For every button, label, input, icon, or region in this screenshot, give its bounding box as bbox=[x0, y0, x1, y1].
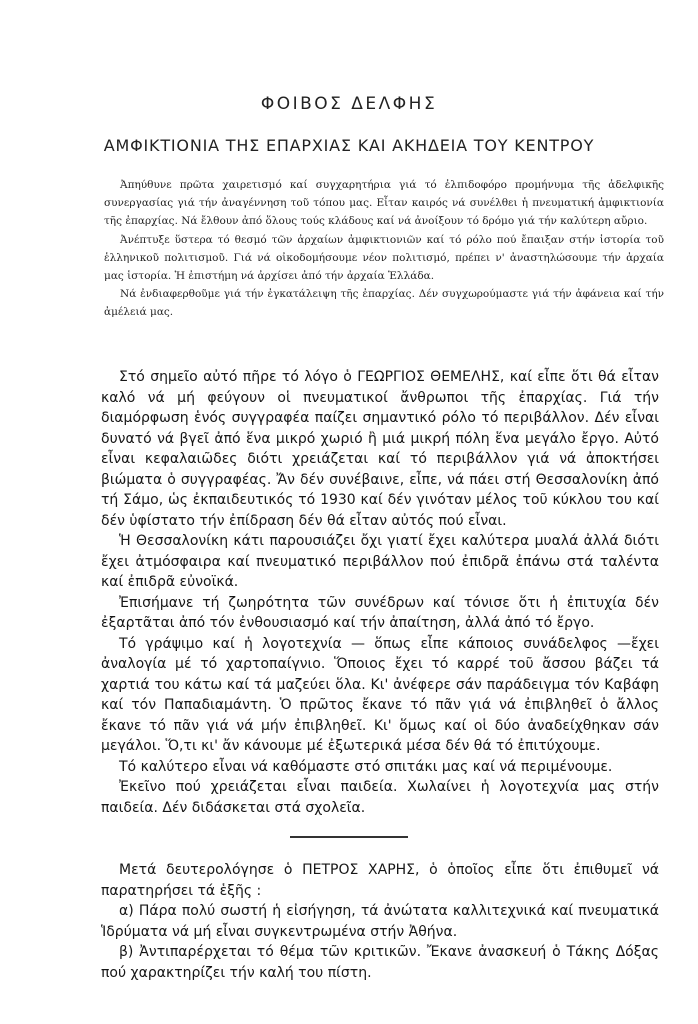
body-paragraph: Μετά δευτερολόγησε ὁ ΠΕΤΡΟΣ ΧΑΡΗΣ, ὁ ὁποῖος εἶπε ὅτι ἐπιθυμεῖ νά παρατηρήσει τά ἑξῆς : bbox=[101, 862, 659, 899]
body-paragraph: Τό καλύτερο εἶναι νά καθόμαστε στό σπιτάκι μας καί νά περιμένουμε. bbox=[119, 758, 613, 775]
section-divider bbox=[290, 836, 408, 838]
body-paragraph: Τό γράψιμο καί ἡ λογοτεχνία — ὅπως εἶπε κάποιος συνάδελφος —ἔχει ἀναλογία μέ τό χαρτοπαίγνιο. Ὅποιος ἔχει τό καρρέ τοῦ ἄσσου βάζει τά χαρτιά του κάτω καί τά μαζεύει ὅλα. Κι' ἀνέφερε σάν παράδειγμα τόν Καβάφη καί τόν Παπαδιαμάντη. Ὁ πρῶτος ἔκανε τό πᾶν γιά νά ἐπιβληθεῖ ὁ ἄλλος ἔκανε τό πᾶν γιά νά μήν ἐπιβληθεῖ. Κι' ὅμως καί οἱ δύο ἀναδείχθηκαν σάν μεγάλοι. Ὅ,τι κι' ἄν κάνουμε μέ ἐξωτερικά μέσα δέν θά τό ἐπιτύχουμε. bbox=[101, 635, 659, 754]
body-paragraph: Ἐπισήμανε τή ζωηρότητα τῶν συνέδρων καί τόνισε ὅτι ἡ ἐπιτυχία δέν ἐξαρτᾶται ἀπό τόν ἐνθουσιασμό καί τήν ἀπαίτηση, ἀλλά ἀπό τό ἔργο. bbox=[101, 594, 659, 631]
summary-paragraph: Ἀπηύθυνε πρῶτα χαιρετισμό καί συγχαρητήρια γιά τό ἐλπιδοφόρο προμήνυμα τῆς ἀδελφικῆς συνεργασίας γιά τήν ἀναγέννηση τοῦ τόπου μας. Εἶταν καιρός νά συνέλθει ἡ πνευματική ἀμφικτιονία τῆς ἐπαρχίας. Νά ἔλθουν ἀπό ὅλους τούς κλάδους καί νά ἀνοίξουν τό δρόμο γιά τήν καλύτερη αὔριο. bbox=[104, 179, 664, 228]
body-paragraph: α) Πάρα πολύ σωστή ἡ εἰσήγηση, τά ἀνώτατα καλλιτεχνικά καί πνευματικά Ἱδρύματα νά μή εἶναι συγκεντρωμένα στήν Ἀθήνα. bbox=[101, 903, 659, 940]
discussion-themelis bbox=[101, 367, 659, 818]
body-paragraph: Ἐκεῖνο πού χρειάζεται εἶναι παιδεία. Χωλαίνει ἡ λογοτεχνία μας στήν παιδεία. Δέν διδάσκεται στά σχολεῖα. bbox=[101, 779, 659, 816]
body-paragraph: Ἡ Θεσσαλονίκη κάτι παρουσιάζει ὄχι γιατί ἔχει καλύτερα μυαλά ἀλλά διότι ἔχει ἀτμόσφαιρα καί πνευματικό περιβάλλον πού ἐπιδρᾶ ἐπάνω στά ταλέντα καί ἐπιδρᾶ εὐνοϊκά. bbox=[101, 533, 659, 590]
body-paragraph: β) Ἀντιπαρέρχεται τό θέμα τῶν κριτικῶν. Ἔκανε ἀνασκευή ὁ Τάκης Δόξας πού χαρακτηρίζει τήν καλή του πίστη. bbox=[101, 944, 659, 981]
summary-paragraph: Ἀνέπτυξε ὕστερα τό θεσμό τῶν ἀρχαίων ἀμφικτιονιῶν καί τό ρόλο πού ἔπαιξαν στήν ἱστορία τοῦ ἑλληνικοῦ πολιτισμοῦ. Γιά νά οἰκοδομήσουμε νέον πολιτισμό, πρέπει ν' ἀναστηλώσουμε τήν ἀρχαία μας ἱστορία. Ἡ ἐπιστήμη νά ἀρχίσει ἀπό τήν ἀρχαία Ἑλλάδα. bbox=[104, 233, 664, 283]
discussion-charis bbox=[101, 860, 659, 983]
article-title: ΑΜΦΙΚΤΙΟΝΙΑ ΤΗΣ ΕΠΑΡΧΙΑΣ ΚΑΙ ΑΚΗΔΕΙΑ ΤΟΥ ΚΕΝΤΡΟΥ bbox=[103, 136, 595, 155]
author-name: ΦΟΙΒΟΣ ΔΕΛΦΗΣ bbox=[260, 94, 438, 114]
body-paragraph: Στό σημεῖο αὐτό πῆρε τό λόγο ὁ ΓΕΩΡΓΙΟΣ ΘΕΜΕΛΗΣ, καί εἶπε ὅτι θά εἶταν καλό νά μή φεύγουν οἱ πνευματικοί ἄνθρωποι τῆς ἐπαρχίας. Γιά τήν διαμόρφωση ἑνός συγγραφέα παίζει σημαντικό ρόλο τό περιβάλλον. Δέν εἶναι δυνατό νά βγεῖ ἀπό ἕνα μικρό χωριό ἢ μιά μικρή πόλη ἕνα μεγάλο ἔργο. Αὐτό εἶναι κεφαλαιῶδες διότι χρειάζεται καί τό περιβάλλον γιά νά ἀποκτήσει βιώματα ὁ συγγραφέας. Ἄν δέν συνέβαινε, εἶπε, νά πάει στή Θεσσαλονίκη ἀπό τή Σάμο, ὡς ἐκπαιδευτικός τό 1930 καί δέν γινόταν μέλος τοῦ κύκλου του καί δέν ὑφίστατο τήν ἐπίδραση δέν θά εἶταν αὐτός πού εἶναι. bbox=[101, 369, 659, 529]
summary-section bbox=[104, 176, 664, 322]
summary-paragraph: Νά ἐνδιαφερθοῦμε γιά τήν ἐγκατάλειψη τῆς ἐπαρχίας. Δέν συγχωρούμαστε γιά τήν ἀφάνεια καί τήν ἀμέλειά μας. bbox=[104, 288, 664, 319]
